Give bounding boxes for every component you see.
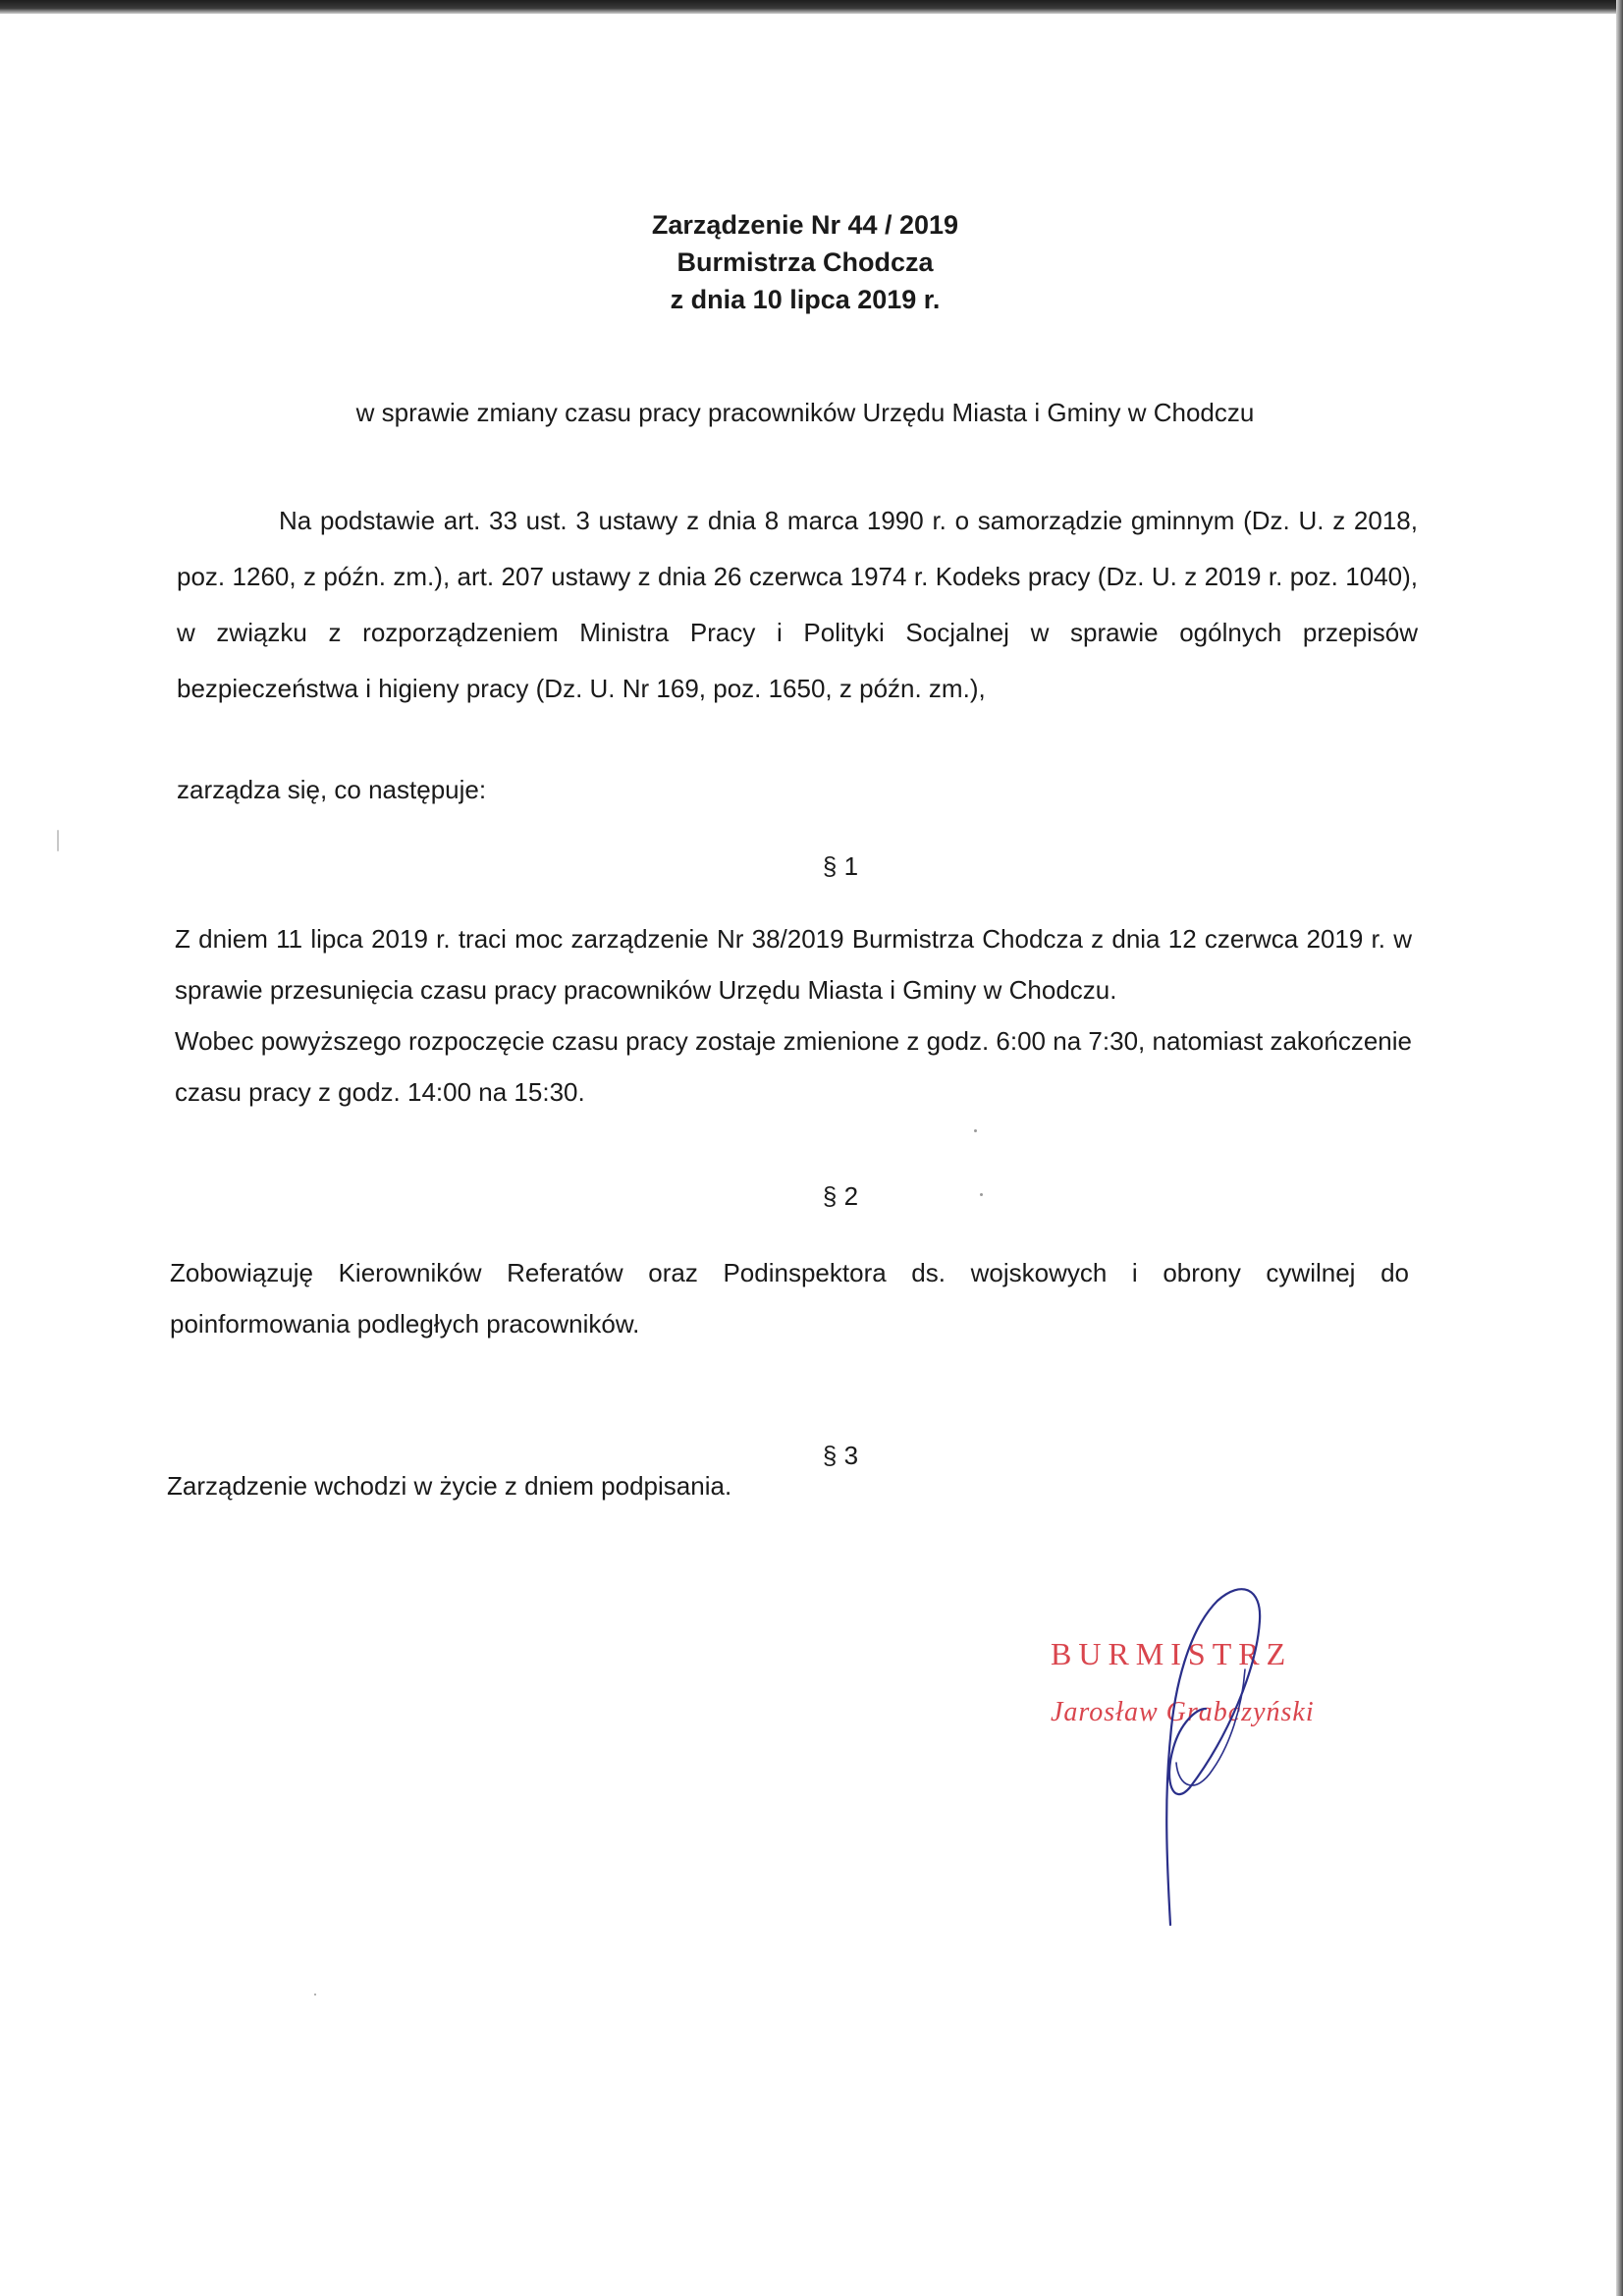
stamp-title: BURMISTRZ [1051,1636,1293,1671]
scan-speck [314,1994,316,1995]
official-stamp [1051,1630,1345,1768]
section-3-text: Zarządzenie wchodzi w życie z dniem podpisania. [167,1471,732,1501]
scan-speck [974,1129,977,1132]
section-1-text [175,913,1412,1118]
section-2-mark: § 2 [822,1181,859,1211]
document-subject: w sprawie zmiany czasu pracy pracowników Urzędu Miasta i Gminy w Chodczu [355,398,1255,427]
document-title [0,206,1610,318]
stamp-name: Jarosław Grabczyński [1051,1697,1315,1727]
section-1-paragraph-b: Wobec powyższego rozpoczęcie czasu pracy zostaje zmienione z godz. 6:00 na 7:30, natomiast zakończenie czasu pracy z godz. 14:00 na 15:30. [175,1026,1412,1107]
section-3-mark: § 3 [822,1441,859,1470]
title-line-date: z dnia 10 lipca 2019 r. [670,285,941,314]
decree-intro: zarządza się, co następuje: [177,775,487,804]
scan-top-edge [0,0,1623,14]
scan-right-edge [1616,0,1623,2296]
section-1-paragraph-a: Z dniem 11 lipca 2019 r. traci moc zarządzenie Nr 38/2019 Burmistrza Chodcza z dnia 12 czerwca 2019 r. w sprawie przesunięcia czasu pracy pracowników Urzędu Miasta i Gminy w Chodczu. [175,924,1412,1005]
title-line-issuer: Burmistrza Chodcza [676,247,934,277]
legal-basis-paragraph: Na podstawie art. 33 ust. 3 ustawy z dnia 8 marca 1990 r. o samorządzie gminnym (Dz. U. z 2018, poz. 1260, z późn. zm.), art. 207 ustawy z dnia 26 czerwca 1974 r. Kodeks pracy (Dz. U. z 2019 r. poz. 1040), w związku z rozporządzeniem Ministra Pracy i Polityki Socjalnej w sprawie ogólnych przepisów bezpieczeństwa i higieny pracy (Dz. U. Nr 169, poz. 1650, z późn. zm.), [177,506,1418,703]
section-1-mark: § 1 [822,851,859,881]
title-line-number: Zarządzenie Nr 44 / 2019 [651,210,959,240]
scan-speck [980,1193,983,1196]
scan-mark [57,830,59,851]
section-2-text: Zobowiązuję Kierowników Referatów oraz Podinspektora ds. wojskowych i obrony cywilnej do poinformowania podległych pracowników. [170,1258,1409,1339]
